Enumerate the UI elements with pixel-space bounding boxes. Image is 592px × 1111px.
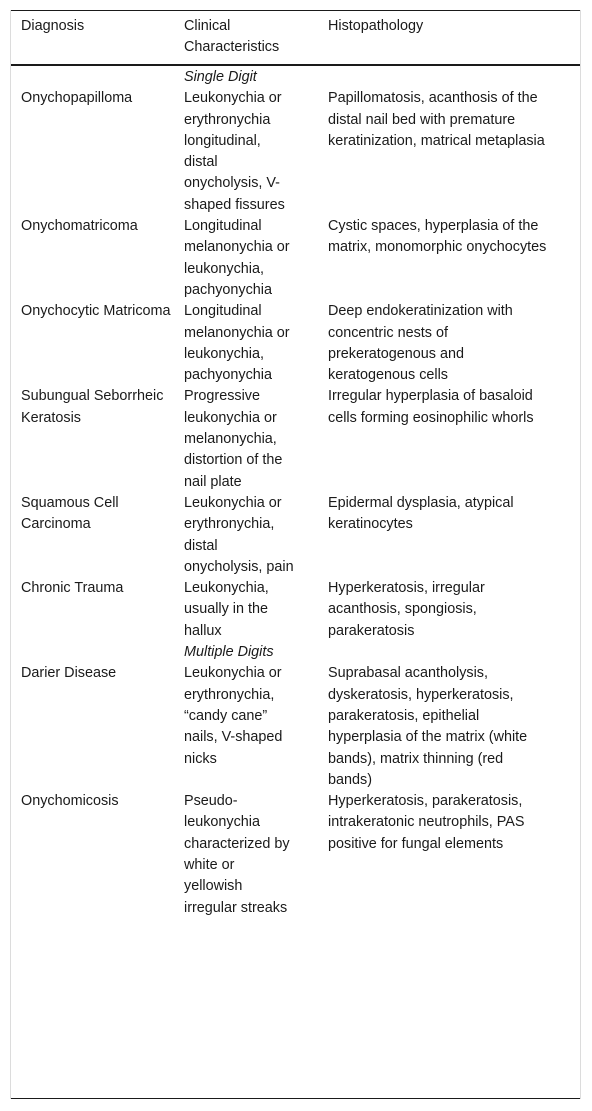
table-row xyxy=(11,216,580,301)
cell-histopathology: Papillomatosis, acanthosis of the distal nail bed with premature keratinization, matrical metaplasia xyxy=(328,90,545,149)
cell-clinical: Leukonychia or erythronychia longitudinal, distal onycholysis, V-shaped fissures xyxy=(184,90,285,213)
table-row xyxy=(11,791,580,919)
table-top-rule xyxy=(11,10,580,11)
cell-histopathology: Irregular hyperplasia of basaloid cells forming eosinophilic whorls xyxy=(328,388,534,426)
cell-histopathology: Cystic spaces, hyperplasia of the matrix, monomorphic onychocytes xyxy=(328,218,547,256)
cell-diagnosis: Subungual Seborrheic Keratosis xyxy=(21,388,164,426)
cell-histopathology: Hyperkeratosis, irregular acanthosis, spongiosis, parakeratosis xyxy=(328,580,485,639)
cell-histopathology: Hyperkeratosis, parakeratosis, intrakeratonic neutrophils, PAS positive for fungal elements xyxy=(328,793,525,852)
cell-diagnosis: Onychocytic Matricoma xyxy=(21,303,171,320)
cell-diagnosis: Squamous Cell Carcinoma xyxy=(21,494,119,533)
cell-clinical: Leukonychia, usually in the hallux xyxy=(184,580,269,639)
cell-diagnosis: Onychomatricoma xyxy=(21,218,138,235)
nail-lesions-table xyxy=(10,10,581,1099)
header-clinical-characteristics: Clinical Characteristics xyxy=(184,18,280,56)
header-histopathology: Histopathology xyxy=(328,18,424,34)
table-header-row xyxy=(11,16,580,59)
cell-histopathology: Suprabasal acantholysis, dyskeratosis, hyperkeratosis, parakeratosis, epithelial hyperplasia of the matrix (white bands), matrix thinning (red bands) xyxy=(328,665,528,788)
table-row xyxy=(11,493,580,578)
cell-clinical: Progressive leukonychia or melanonychia, distortion of the nail plate xyxy=(184,388,283,490)
cell-clinical: Leukonychia or erythronychia, “candy cane” nails, V-shaped nicks xyxy=(184,665,283,767)
cell-diagnosis: Onychomicosis xyxy=(21,793,119,810)
table-row xyxy=(11,301,580,386)
section-label-single-digit: Single Digit xyxy=(184,69,257,85)
table-row xyxy=(11,386,580,492)
table-bottom-rule xyxy=(11,1098,580,1099)
section-label-multiple-digits: Multiple Digits xyxy=(184,644,274,661)
header-diagnosis: Diagnosis xyxy=(21,18,85,34)
cell-clinical: Longitudinal melanonychia or leukonychia, pachyonychia xyxy=(184,303,290,384)
cell-clinical: Longitudinal melanonychia or leukonychia, pachyonychia xyxy=(184,218,290,298)
cell-clinical: Pseudo-leukonychia characterized by white or yellowish irregular streaks xyxy=(184,793,290,916)
table-header-rule xyxy=(11,64,580,66)
table-row xyxy=(11,663,580,791)
table-row xyxy=(11,88,580,216)
cell-clinical: Leukonychia or erythronychia, distal onycholysis, pain xyxy=(184,494,294,575)
cell-diagnosis: Onychopapilloma xyxy=(21,90,133,107)
table-body xyxy=(11,67,580,919)
cell-diagnosis: Chronic Trauma xyxy=(21,580,124,597)
table-row xyxy=(11,578,580,642)
cell-histopathology: Deep endokeratinization with concentric nests of prekeratogenous and keratogenous cells xyxy=(328,303,513,384)
cell-diagnosis: Darier Disease xyxy=(21,665,117,682)
cell-histopathology: Epidermal dysplasia, atypical keratinocytes xyxy=(328,494,514,533)
